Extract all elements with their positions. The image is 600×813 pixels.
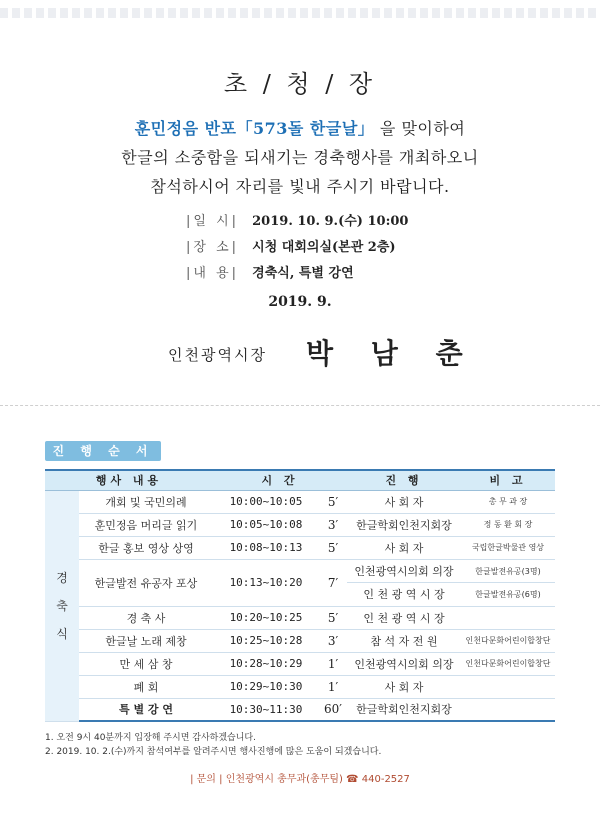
info-label: |내 용|	[186, 266, 240, 281]
duration-cell: 3′	[319, 513, 347, 536]
event-cell: 한글날 노래 제창	[79, 629, 213, 652]
time-cell: 10:30~11:30	[213, 698, 319, 721]
table-header-row	[45, 470, 555, 490]
duration-cell: 60′	[319, 698, 347, 721]
table-row	[45, 629, 555, 652]
intro-line-1	[0, 116, 600, 139]
duration-cell: 1′	[319, 652, 347, 675]
table-row	[45, 536, 555, 559]
duration-cell: 7′	[319, 559, 347, 606]
duration-cell: 5′	[319, 490, 347, 513]
event-cell: 개회 및 국민의례	[79, 490, 213, 513]
note-cell: 한글발전유공(6명)	[475, 589, 541, 599]
note-cell	[461, 698, 555, 721]
note-cell	[461, 606, 555, 629]
info-date-row	[186, 210, 408, 229]
time-cell: 10:29~10:30	[213, 675, 319, 698]
note-cell	[461, 675, 555, 698]
host-cell: 사 회 자	[347, 675, 461, 698]
note-cell-stacked	[461, 559, 555, 606]
info-value: 경축식, 특별 강연	[252, 266, 354, 281]
info-label: |일 시|	[186, 214, 240, 229]
table-row-special-lecture	[45, 698, 555, 721]
header-note: 비 고	[461, 470, 555, 490]
host-cell: 인천광역시의회 의장	[347, 652, 461, 675]
section-divider	[0, 405, 600, 406]
info-label: |장 소|	[186, 240, 240, 255]
intro-line-2: 한글의 소중함을 되새기는 경축행사를 개최하오니	[121, 148, 479, 167]
contact-info: | 문의 | 인천광역시 총무과(총무팀) ☎ 440-2527	[190, 774, 410, 785]
intro-line-3: 참석하시어 자리를 빛내 주시기 바랍니다.	[150, 177, 450, 196]
signature-org: 인천광역시장	[168, 346, 267, 364]
table-row	[45, 513, 555, 536]
event-cell: 한글 홍보 영상 상영	[79, 536, 213, 559]
time-cell: 10:05~10:08	[213, 513, 319, 536]
issue-date: 2019. 9.	[268, 294, 332, 310]
page-title: 초 / 청 / 장	[223, 70, 377, 98]
table-row	[45, 652, 555, 675]
time-cell: 10:25~10:28	[213, 629, 319, 652]
duration-cell: 5′	[319, 606, 347, 629]
time-cell: 10:08~10:13	[213, 536, 319, 559]
host-cell: 한글학회인천지회장	[347, 513, 461, 536]
ceremony-side-label: 경 축 식	[45, 490, 79, 721]
table-row	[45, 675, 555, 698]
note-cell: 인천다문화어린이합창단	[461, 629, 555, 652]
note-cell: 국립한글박물관 영상	[461, 536, 555, 559]
header-host: 진 행	[347, 470, 461, 490]
host-cell-stacked	[347, 559, 461, 606]
table-row	[45, 490, 555, 513]
note-cell: 한글발전유공(3명)	[461, 560, 555, 583]
note-cell: 총 무 과 장	[461, 490, 555, 513]
intro-line-1-rest: 을 맞이하여	[379, 119, 466, 138]
host-cell: 한글학회인천지회장	[347, 698, 461, 721]
duration-cell: 1′	[319, 675, 347, 698]
info-place-row	[186, 236, 396, 255]
signature-name: 박 남 춘	[306, 337, 477, 370]
note-line-1: 1. 오전 9시 40분까지 입장해 주시면 감사하겠습니다.	[45, 733, 256, 743]
header-event: 행사 내용	[45, 470, 213, 490]
time-cell: 10:20~10:25	[213, 606, 319, 629]
event-cell: 특 별 강 연	[79, 698, 213, 721]
note-line-2: 2. 2019. 10. 2.(수)까지 참석여부를 알려주시면 행사진행에 많은 도움이 되겠습니다.	[45, 747, 382, 757]
header-time: 시 간	[213, 470, 347, 490]
event-cell: 만 세 삼 창	[79, 652, 213, 675]
time-cell: 10:00~10:05	[213, 490, 319, 513]
host-cell: 인천광역시의회 의장	[347, 560, 461, 583]
decorative-border	[0, 8, 600, 18]
schedule-table	[45, 469, 555, 722]
note-cell: 인천다문화어린이합창단	[461, 652, 555, 675]
info-content-row	[186, 262, 354, 281]
host-cell: 인 천 광 역 시 장	[363, 587, 445, 601]
schedule-tag: 진 행 순 서	[45, 441, 161, 461]
time-cell: 10:28~10:29	[213, 652, 319, 675]
host-cell: 인 천 광 역 시 장	[347, 606, 461, 629]
event-cell: 폐 회	[79, 675, 213, 698]
event-cell: 훈민정음 머리글 읽기	[79, 513, 213, 536]
duration-cell: 5′	[319, 536, 347, 559]
event-cell: 경 축 사	[79, 606, 213, 629]
note-cell: 정 동 환 회 장	[461, 513, 555, 536]
table-row	[45, 559, 555, 606]
table-row	[45, 606, 555, 629]
time-cell: 10:13~10:20	[213, 559, 319, 606]
host-cell: 사 회 자	[347, 490, 461, 513]
intro-highlight: 훈민정음 반포「573돌 한글날」	[134, 119, 375, 138]
info-value: 시청 대회의실(본관 2층)	[252, 240, 396, 255]
host-cell: 사 회 자	[347, 536, 461, 559]
duration-cell: 3′	[319, 629, 347, 652]
event-cell: 한글발전 유공자 포상	[79, 559, 213, 606]
info-value: 2019. 10. 9.(수) 10:00	[252, 214, 409, 229]
host-cell: 참 석 자 전 원	[347, 629, 461, 652]
